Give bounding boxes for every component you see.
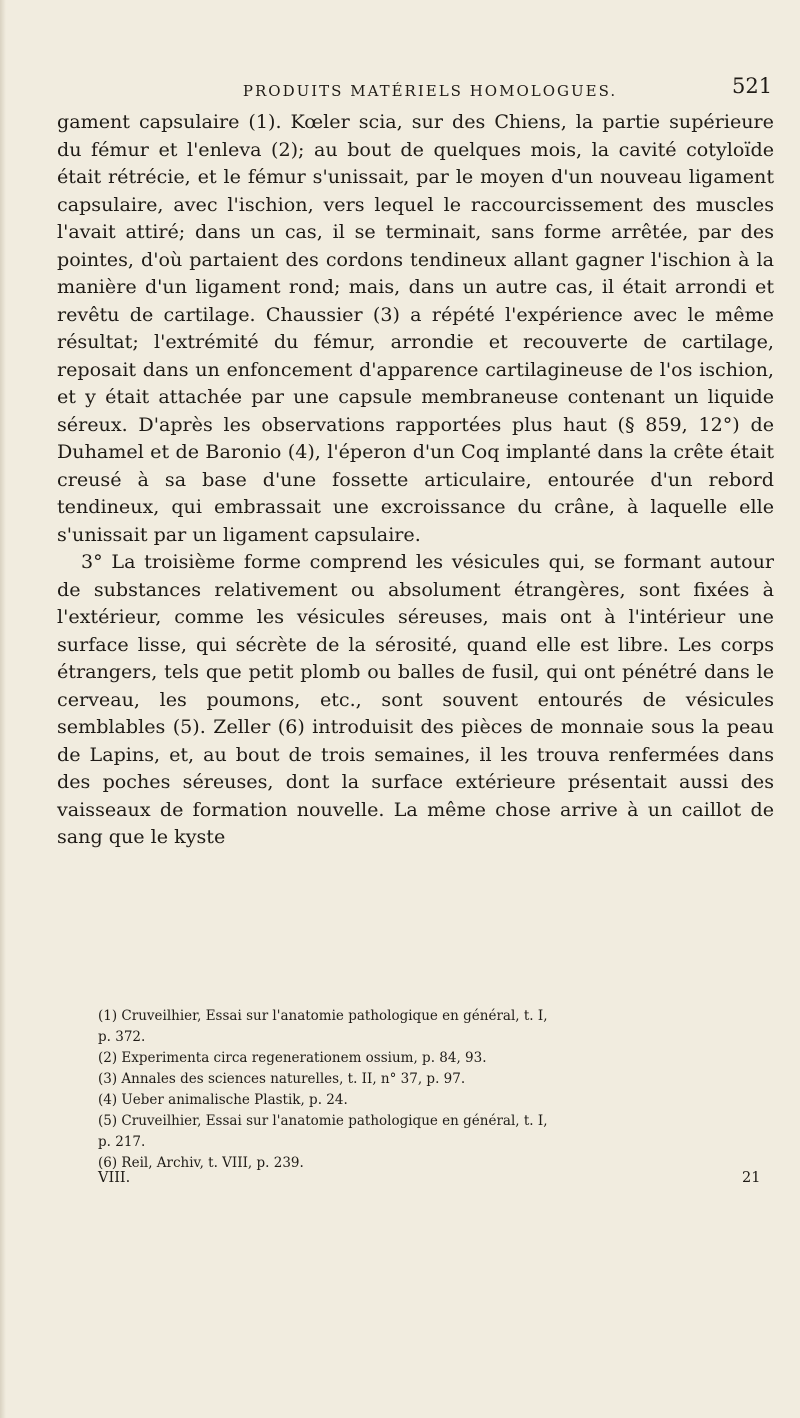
paragraph: 3° La troisième forme comprend les vésicules qui, se formant autour de substances relativement ou absolument étrangères, sont fixées à l'extérieur, comme les vésicules séreuses, mais ont à l'intérieur une surface lisse, qui sécrète de la sérosité, quand elle est libre. Les corps étrangers, tels que petit plomb ou balles de fusil, qui ont pénétré dans le cerveau, les poumons, etc., sont souvent entourés de vésicules semblables (5). Zeller (6) introduisit des pièces de monnaie sous la peau de Lapins, et, au bout de trois semaines, il les trouva renfermées dans des poches séreuses, dont la surface extérieure présentait aussi des vaisseaux de formation nouvelle. La même chose arrive à un caillot de sang que le kyste <box>57 550 774 848</box>
body-text <box>57 108 774 851</box>
page-number: 521 <box>732 74 773 98</box>
footnote-line: (6) Reil, Archiv, t. VIII, p. 239. <box>98 1155 304 1171</box>
running-title: PRODUITS MATÉRIELS HOMOLOGUES. <box>242 82 618 100</box>
paragraph: gament capsulaire (1). Kœler scia, sur des Chiens, la partie supérieure du fémur et l'enleva (2); au bout de quelques mois, la cavité cotyloïde était rétrécie, et le fémur s'unissait, par le moyen d'un nouveau ligament capsulaire, avec l'ischion, vers lequel le raccourcissement des muscles l'avait attiré; dans un cas, il se terminait, sans forme arrêtée, par des pointes, d'où partaient des cordons tendineux allant gagner l'ischion à la manière d'un ligament rond; mais, dans un autre cas, il était arrondi et revêtu de cartilage. Chaussier (3) a répété l'expérience avec le même résultat; l'extrémité du fémur, arrondie et recouverte de cartilage, reposait dans un enfoncement d'apparence cartilagineuse de l'os ischion, et y était attachée par une capsule membraneuse contenant un liquide séreux. D'après les observations rapportées plus haut (§ 859, 12°) de Duhamel et de Baronio (4), l'éperon d'un Coq implanté dans la crête était creusé à sa base d'une fossette articulaire, entourée d'un rebord tendineux, qui embrassait une excroissance du crâne, à laquelle elle s'unissait par un ligament capsulaire. <box>57 110 774 546</box>
volume-mark: VIII. <box>98 1170 131 1186</box>
footnote-line: p. 217. <box>98 1134 146 1150</box>
footnote-line: (5) Cruveilhier, Essai sur l'anatomie pathologique en général, t. I, <box>98 1113 548 1129</box>
footnote-line: (2) Experimenta circa regenerationem ossium, p. 84, 93. <box>98 1050 487 1066</box>
footnotes <box>98 1006 770 1174</box>
footnote-line: (3) Annales des sciences naturelles, t. II, n° 37, p. 97. <box>98 1071 466 1087</box>
sheet-number: 21 <box>742 1170 761 1186</box>
footnote-line: (1) Cruveilhier, Essai sur l'anatomie pathologique en général, t. I, <box>98 1008 548 1024</box>
footnote-line: (4) Ueber animalische Plastik, p. 24. <box>98 1092 348 1108</box>
page-edge-shadow <box>0 0 6 1418</box>
footnote-line: p. 372. <box>98 1029 146 1045</box>
